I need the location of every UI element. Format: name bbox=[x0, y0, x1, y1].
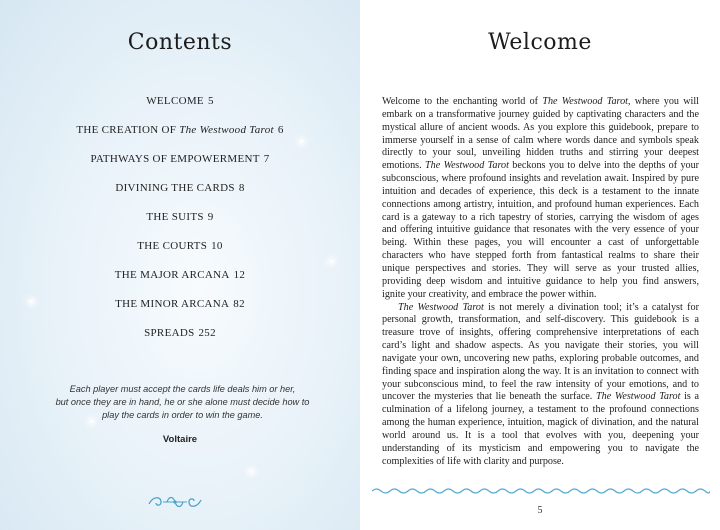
toc-entry-spreads[interactable]: SPREADS 252 bbox=[144, 327, 216, 339]
paragraph: Welcome to the enchanting world of The Westwood Tarot, where you will embark on a transformative journey guided by captivating characters and the mystical allure of ancient woods. As you explore this guidebook, prepare to immerse yourself in a sense of calm where words dance and symbols speak directly to your soul, unveiling hidden truths and stirring your deepest emotions. The Westwood Tarot beckons you to delve into the depths of your subconscious, where profound insights and revelation await. Inspired by pure intuition and decades of experience, this deck is a testament to the innate connections among artistry, intuition, and profound human experiences. Each card is a gateway to a rich tapestry of stories, carrying the wisdom of ages and offering intuitive guidance that resonates with the very essence of your being. Within these pages, you will encounter a cast of unforgettable characters who have stepped forth from fantastical realms to share their unique perspectives and stories. They will serve as your trusted allies, providing deep wisdom and intuitive guidance to help you find answers, ignite your creativity, and embrace the power within. bbox=[382, 96, 700, 300]
toc-entry-minor-arcana[interactable]: THE MINOR ARCANA 82 bbox=[115, 298, 245, 310]
welcome-heading: Welcome bbox=[488, 30, 592, 55]
swirl-ornament-icon bbox=[145, 490, 205, 514]
sparkle bbox=[250, 470, 253, 473]
wave-divider-icon bbox=[372, 487, 710, 495]
page-number: 5 bbox=[537, 505, 543, 516]
quote-author: Voltaire bbox=[162, 434, 198, 445]
toc-page-number: 8 bbox=[238, 182, 245, 194]
toc-page-number: 82 bbox=[233, 298, 245, 310]
toc-page-number: 252 bbox=[198, 327, 216, 339]
welcome-page bbox=[360, 0, 720, 530]
toc-page-number: 12 bbox=[233, 269, 246, 281]
toc-page-number: 6 bbox=[277, 124, 284, 136]
paragraph: The Westwood Tarot is not merely a divination tool; it’s a catalyst for personal growth, transformation, and self-discovery. This guidebook is a treasure trove of insights, offering comprehensive interpretations of each card’s light and shadow aspects. As you navigate their stories, you will navigate your own, uncovering new paths, exploring probable outcomes, and finding space and inspiration along the way. It is an invitation to connect with your subconscious mind, to feel the raw intensity of your emotions, and to uncover the mysteries that lie beneath the surface. The Westwood Tarot is a culmination of a lifelong journey, a testament to the profound connections among the human experience, intuition, magick of divination, and the natural world around us. It is a tool that evolves with you, deepening your understanding of its mysticism and empowering you to navigate the complexities of life with clarity and purpose. bbox=[382, 301, 699, 467]
table-of-contents bbox=[0, 92, 360, 353]
toc-entry-creation[interactable]: THE CREATION OF The Westwood Tarot 6 bbox=[76, 124, 284, 136]
toc-page-number: 10 bbox=[211, 240, 223, 252]
toc-entry-pathways[interactable]: PATHWAYS OF EMPOWERMENT 7 bbox=[90, 153, 270, 165]
contents-heading: Contents bbox=[127, 30, 233, 55]
epigraph-quote: Each player must accept the cards life deals him or her, but once they are in hand, he or she alone must decide how to play the cards in order to win the game. bbox=[55, 384, 310, 420]
toc-page-number: 5 bbox=[207, 95, 214, 107]
toc-page-number: 7 bbox=[263, 153, 270, 165]
toc-entry-divining[interactable]: DIVINING THE CARDS 8 bbox=[115, 182, 245, 194]
toc-entry-major-arcana[interactable]: THE MAJOR ARCANA 12 bbox=[114, 269, 246, 281]
toc-page-number: 9 bbox=[207, 211, 214, 223]
toc-entry-courts[interactable]: THE COURTS 10 bbox=[137, 240, 223, 252]
toc-entry-welcome[interactable]: WELCOME 5 bbox=[146, 95, 214, 107]
toc-entry-suits[interactable]: THE SUITS 9 bbox=[146, 211, 214, 223]
welcome-body bbox=[382, 96, 699, 468]
